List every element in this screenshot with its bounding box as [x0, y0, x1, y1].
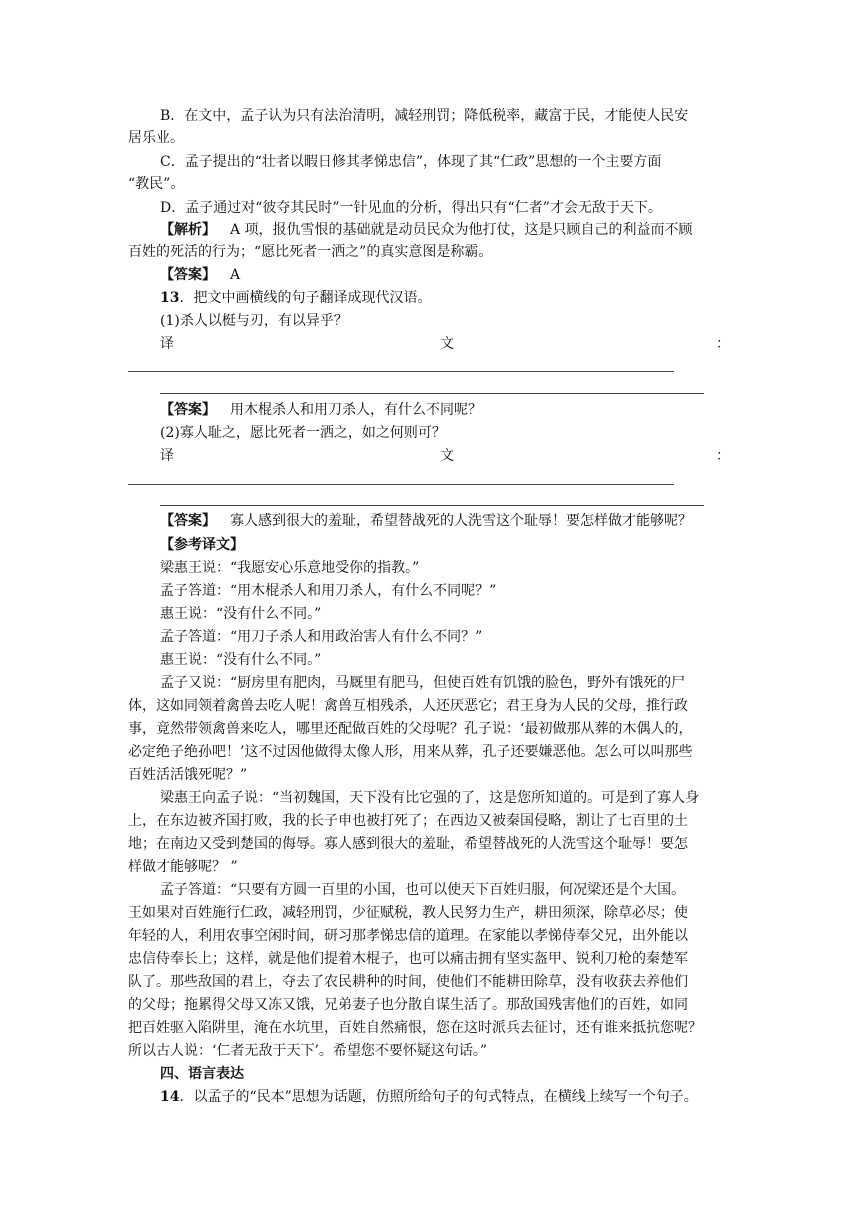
- answer-13-1-label: 【答案】: [160, 402, 216, 418]
- reference-p1-line3: 事，竟然带领禽兽来吃人，哪里还配做百姓的父母呢？孔子说：‘最初做那从葬的木偶人的，: [128, 721, 693, 737]
- analysis-line2: 百姓的死活的行为；“愿比死者一洒之”的真实意图是称霸。: [128, 244, 493, 260]
- reference-p3-line1: 孟子答道：“只要有方圆一百里的小国，也可以使天下百姓归服，何况梁还是个大国。: [160, 882, 686, 898]
- reference-p3-line6: 的父母；拖累得父母又冻又饿，兄弟妻子也分散自谋生活了。那敌国残害他们的百姓，如同: [128, 997, 688, 1013]
- option-c-line2: “教民”。: [128, 176, 185, 192]
- question-13-sub2: (2)寡人耻之，愿比死者一洒之，如之何则可？: [160, 425, 446, 441]
- question-14-stem: [160, 1086, 770, 1108]
- reference-p2-line4: 样做才能够呢？ ”: [128, 859, 238, 875]
- question-13-answer2: [160, 510, 770, 532]
- translate-label-wen-2: 文: [440, 448, 454, 464]
- reference-p1-line1: 孟子又说：“厨房里有肥肉，马厩里有肥马，但使百姓有饥饿的脸色，野外有饿死的尸: [160, 675, 686, 691]
- reference-line-3: 惠王说：“没有什么不同。”: [160, 606, 322, 622]
- answer-13-2-label: 【答案】: [160, 513, 216, 529]
- translate-colon-1: ：: [716, 336, 730, 352]
- option-d-line1: D．孟子通过对“彼夺其民时”一针见血的分析，得出只有“仁者”才会无敌于天下。: [160, 200, 662, 216]
- option-b-line2: 居乐业。: [128, 130, 184, 146]
- reference-p2-line1: 梁惠王向孟子说：“当初魏国，天下没有比它强的了，这是您所知道的。可是到了寡人身: [160, 790, 700, 806]
- reference-line-4: 孟子答道：“用刀子杀人和用政治害人有什么不同？”: [160, 629, 483, 645]
- question-14-text: ．以孟子的“民本”思想为话题，仿照所给句子的句式特点，在横线上续写一个句子。: [179, 1089, 698, 1105]
- analysis-label: 【解析】: [160, 222, 216, 238]
- reference-p2-line3: 地；在南边又受到楚国的侮辱。寡人感到很大的羞耻，希望替战死的人洗雪这个耻辱！要怎: [128, 836, 688, 852]
- answer-13-1-text: 用木棍杀人和用刀杀人，有什么不同呢？: [230, 402, 482, 418]
- reference-p1-line4: 必定绝子绝孙吧！’这不过因他做得太像人形，用来从葬，孔子还要嫌恶他。怎么可以叫那些: [128, 744, 693, 760]
- analysis-line1: [160, 219, 770, 241]
- option-c-line1: C．孟子提出的“壮者以暇日修其孝悌忠信”，体现了其“仁政”思想的一个主要方面: [160, 154, 662, 170]
- question-13-number: 13: [160, 290, 180, 306]
- translate-label-wen-1: 文: [440, 336, 454, 352]
- section-4-heading: 四、语言表达: [160, 1066, 244, 1082]
- reference-p1-line2: 体，这如同领着禽兽去吃人呢！禽兽互相残杀，人还厌恶它；君王身为人民的父母，推行政: [128, 698, 688, 714]
- reference-p3-line4: 忠信侍奉长上；这样，就是他们提着木棍子，也可以痛击拥有坚实盔甲、锐利刀枪的秦楚军: [128, 951, 688, 967]
- reference-p3-line2: 王如果对百姓施行仁政，减轻刑罚，少征赋税，教人民努力生产，耕田须深，除草必尽；使: [128, 905, 688, 921]
- reference-p3-line5: 队了。那些敌国的君上，夺去了农民耕种的时间，使他们不能耕田除草，没有收获去养他们: [128, 974, 688, 990]
- question-14-number: 14: [160, 1089, 180, 1105]
- answer-blank-line-1a[interactable]: [128, 371, 674, 372]
- reference-p2-line2: 上，在东边被齐国打败，我的长子申也被打死了；在西边又被秦国侵略，割让了七百里的土: [128, 813, 688, 829]
- question-13-text: ．把文中画横线的句子翻译成现代汉语。: [179, 290, 432, 306]
- question-13-stem: [160, 287, 770, 309]
- answer-blank-line-2a[interactable]: [128, 484, 674, 485]
- answer-12-text: A: [230, 267, 241, 283]
- answer-13-2-text: 寡人感到很大的羞耻，希望替战死的人洗雪这个耻辱！要怎样做才能够呢？: [230, 513, 692, 529]
- answer-blank-line-1b[interactable]: [160, 393, 704, 394]
- reference-label: 【参考译文】: [160, 537, 244, 553]
- answer-12-label: 【答案】: [160, 267, 216, 283]
- reference-p3-line3: 年轻的人，利用农事空闲时间，研习那孝悌忠信的道理。在家能以孝悌侍奉父兄，出外能以: [128, 928, 688, 944]
- reference-line-2: 孟子答道：“用木棍杀人和用刀杀人，有什么不同呢？”: [160, 583, 497, 599]
- translate-label-yi-1: 译: [160, 336, 174, 352]
- reference-line-1: 梁惠王说：“我愿安心乐意地受你的指教。”: [160, 560, 420, 576]
- reference-p3-line8: 所以古人说：‘仁者无敌于天下’。希望您不要怀疑这句话。”: [128, 1043, 488, 1059]
- reference-p1-line5: 百姓活活饿死呢？”: [128, 767, 248, 783]
- answer-12: [160, 264, 770, 286]
- answer-blank-line-2b[interactable]: [160, 505, 704, 506]
- option-b-line1: B．在文中，孟子认为只有法治清明，减轻刑罚；降低税率，藏富于民，才能使人民安: [160, 108, 689, 124]
- translate-label-yi-2: 译: [160, 448, 174, 464]
- analysis-text-1: A 项，报仇雪恨的基础就是动员民众为他打仗，这是只顾自己的利益而不顾: [230, 222, 693, 238]
- question-13-answer1: [160, 399, 770, 421]
- reference-p3-line7: 把百姓驱入陷阱里，淹在水坑里，百姓自然痛恨，您在这时派兵去征讨，还有谁来抵抗您呢？: [128, 1020, 702, 1036]
- question-13-sub1: (1)杀人以梃与刃，有以异乎？: [160, 313, 348, 329]
- translate-colon-2: ：: [716, 448, 730, 464]
- reference-line-5: 惠王说：“没有什么不同。”: [160, 652, 322, 668]
